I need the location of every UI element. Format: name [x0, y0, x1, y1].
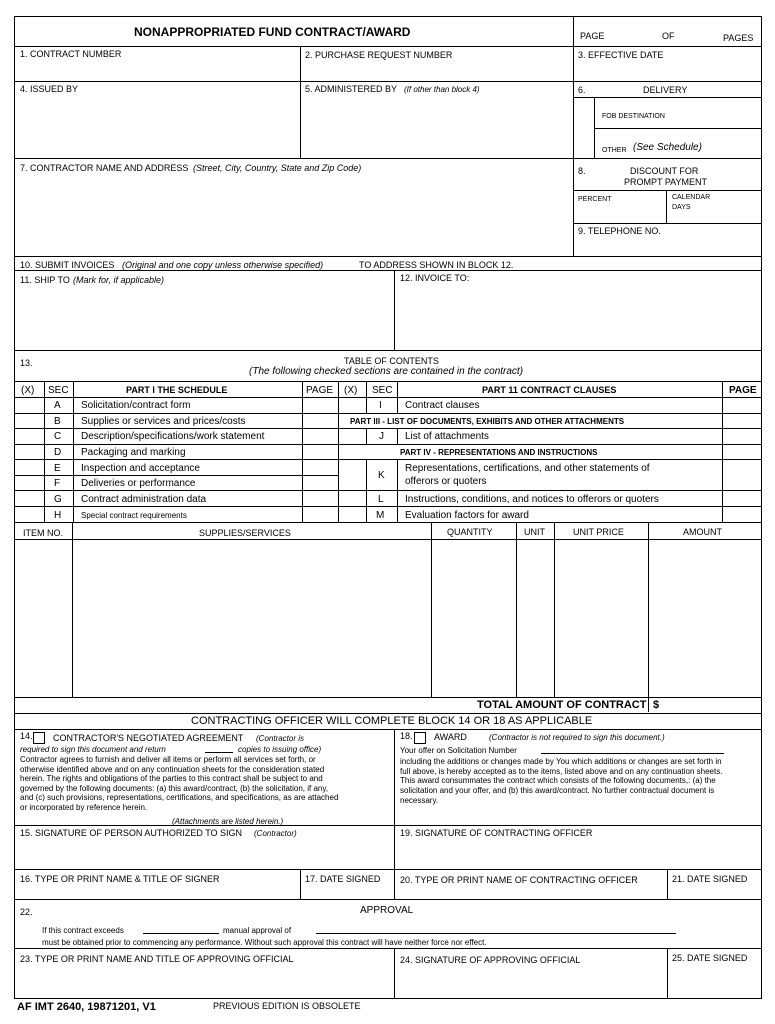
items-col-unit-price: UNIT PRICE [573, 527, 624, 537]
contract-number-label: 1. CONTRACT NUMBER [20, 49, 122, 59]
calendar-days-label-1: CALENDAR [672, 194, 711, 201]
block21-label: 21. DATE SIGNED [672, 874, 748, 884]
signer-name-field[interactable] [16, 886, 298, 898]
toc-col-page-right: PAGE [729, 385, 757, 396]
toc-title: TABLE OF CONTENTS [344, 356, 439, 366]
toc-desc-H: Special contract requirements [81, 511, 187, 520]
items-col-amount: AMOUNT [683, 527, 722, 537]
block14-title: CONTRACTOR'S NEGOTIATED AGREEMENT [53, 733, 244, 743]
edition-note: PREVIOUS EDITION IS OBSOLETE [213, 1001, 361, 1011]
block14-line2b: copies to issuing office) [238, 745, 322, 754]
toc-desc-E: Inspection and acceptance [81, 463, 200, 474]
toc-part1-title: PART I THE SCHEDULE [126, 385, 228, 395]
block14-number: 14. [20, 731, 33, 741]
pages-field[interactable] [680, 20, 720, 42]
toc-part2-title: PART 11 CONTRACT CLAUSES [482, 385, 617, 395]
discount-block-number: 8. [578, 166, 586, 176]
pages-label: PAGES [723, 33, 754, 43]
block14-line2a: required to sign this document and return [20, 745, 166, 754]
block19-label: 19. SIGNATURE OF CONTRACTING OFFICER [400, 828, 593, 838]
block18-note: (Contractor is not required to sign this document.) [489, 733, 665, 742]
toc-sec-E: E [54, 463, 61, 474]
block14-body-tail: (Attachments are listed herein.) [172, 817, 284, 826]
approval-title: APPROVAL [360, 905, 414, 916]
other-label: OTHER [602, 147, 627, 154]
form-title: NONAPPROPRIATED FUND CONTRACT/AWARD [134, 25, 411, 39]
toc-desc-F: Deliveries or performance [81, 478, 196, 489]
contract-number-field[interactable] [16, 60, 298, 80]
total-amount-label: TOTAL AMOUNT OF CONTRACT [477, 699, 647, 711]
total-amount-field[interactable] [664, 699, 760, 711]
toc-sec-D: D [54, 447, 62, 458]
page-field[interactable] [605, 20, 660, 42]
ship-to-field[interactable] [16, 288, 392, 348]
toc-desc-J: List of attachments [405, 431, 489, 442]
fob-destination-label: FOB DESTINATION [602, 113, 665, 120]
calendar-days-label-2: DAYS [672, 204, 691, 211]
toc-sec-J: J [379, 431, 384, 442]
contractor-signature-field[interactable] [16, 840, 392, 868]
block15-label: 15. SIGNATURE OF PERSON AUTHORIZED TO SIGN [20, 828, 243, 838]
percent-label: PERCENT [578, 196, 612, 203]
issued-by-field[interactable] [16, 96, 298, 156]
contracting-officer-signature-field[interactable] [396, 840, 760, 868]
effective-date-field[interactable] [575, 60, 761, 80]
contractor-date-signed-field[interactable] [302, 886, 392, 898]
toc-note: (The following checked sections are contained in the contract) [249, 366, 524, 377]
delivery-block-number: 6. [578, 85, 586, 95]
telephone-field[interactable] [575, 238, 761, 255]
toc-desc-K-line2: offerors or quoters [405, 476, 487, 487]
block18-checkbox[interactable] [414, 732, 426, 744]
toc-col-x-left: (X) [21, 385, 35, 396]
items-table-body[interactable] [16, 541, 760, 696]
toc-sec-K: K [378, 470, 385, 481]
block18-title: AWARD [434, 732, 467, 742]
toc-sec-I: I [379, 400, 382, 411]
approval-amount-field[interactable] [143, 933, 219, 934]
approval-line2: must be obtained prior to commencing any performance. Without such approval this contract will have neither force nor effect. [42, 938, 487, 947]
toc-sec-C: C [54, 431, 62, 442]
ship-to-note: (Mark for, if applicable) [73, 275, 165, 285]
administered-by-field[interactable] [302, 96, 572, 156]
calendar-days-field[interactable] [668, 212, 760, 222]
submit-invoices-tail: TO ADDRESS SHOWN IN BLOCK 12. [359, 260, 514, 270]
other-checkbox[interactable] [575, 130, 593, 157]
toc-part4-title: PART IV - REPRESENTATIONS AND INSTRUCTIONS [400, 448, 598, 457]
items-col-unit: UNIT [524, 527, 545, 537]
form-identifier: AF IMT 2640, 19871201, V1 [17, 1001, 156, 1013]
block14-note: (Contractor is [256, 734, 305, 743]
ship-to-label: 11. SHIP TO [20, 275, 70, 285]
page-label: PAGE [580, 31, 605, 41]
purchase-request-field[interactable] [302, 60, 572, 80]
items-col-supplies: SUPPLIES/SERVICES [199, 528, 291, 538]
approving-official-signature-field[interactable] [396, 966, 666, 997]
toc-col-page-left: PAGE [306, 385, 334, 396]
contractor-name-field[interactable] [16, 176, 572, 256]
contractor-name-label: 7. CONTRACTOR NAME AND ADDRESS [20, 163, 189, 173]
block15-note: (Contractor) [254, 829, 297, 838]
block16-label: 16. TYPE OR PRINT NAME & TITLE OF SIGNER [20, 874, 220, 884]
contractor-name-note: (Street, City, Country, State and Zip Code) [193, 163, 362, 173]
approval-line1b: manual approval of [223, 926, 292, 935]
block23-label: 23. TYPE OR PRINT NAME AND TITLE OF APPROVING OFFICIAL [20, 954, 294, 964]
toc-block-number: 13. [20, 358, 33, 368]
block24-label: 24. SIGNATURE OF APPROVING OFFICIAL [400, 955, 581, 965]
toc-desc-A: Solicitation/contract form [81, 400, 191, 411]
toc-sec-G: G [54, 494, 62, 505]
toc-col-sec-left: SEC [48, 385, 69, 396]
discount-title-line1: DISCOUNT FOR [630, 166, 699, 176]
toc-sec-F: F [54, 478, 61, 489]
telephone-label: 9. TELEPHONE NO. [578, 226, 661, 236]
administered-by-note: (If other than block 4) [404, 85, 480, 94]
toc-sec-B: B [54, 416, 61, 427]
toc-desc-D: Packaging and marking [81, 447, 186, 458]
toc-col-x-right: (X) [344, 385, 358, 396]
approval-authority-field[interactable] [316, 933, 676, 934]
solicitation-number-field[interactable] [541, 753, 724, 754]
toc-part3-title: PART III - LIST OF DOCUMENTS, EXHIBITS AND OTHER ATTACHMENTS [350, 417, 625, 426]
block18-line2: Your offer on Solicitation Number [400, 746, 517, 755]
toc-sec-H: H [54, 510, 62, 521]
total-dollar-sign: $ [653, 699, 660, 711]
contracting-officer-name-field[interactable] [396, 886, 666, 898]
invoice-to-field[interactable] [396, 288, 760, 348]
other-note: (See Schedule) [633, 142, 702, 153]
block14-checkbox[interactable] [33, 732, 45, 744]
issued-by-label: 4. ISSUED BY [20, 84, 79, 94]
discount-title-line2: PROMPT PAYMENT [624, 177, 708, 187]
block14-copies-blank[interactable] [205, 752, 233, 753]
purchase-request-label: 2. PURCHASE REQUEST NUMBER [305, 50, 453, 60]
block18-body: including the additions or changes made by You which additions or changes are set forth in full above, is hereby accepted as to the items, listed above and on any continuation sheets. This award consummates the contract which consists of the following documents,: (a) the solicitation and your offer, and (b) this award/contract. No further contractual document is necessary. [400, 757, 723, 805]
block20-label: 20. TYPE OR PRINT NAME OF CONTRACTING OFFICER [400, 875, 638, 885]
toc-sec-M: M [376, 510, 385, 521]
toc-desc-I: Contract clauses [405, 400, 480, 411]
toc-desc-K: Representations, certifications, and other statements of [405, 463, 650, 474]
toc-sec-A: A [54, 400, 61, 411]
officer-date-signed-field[interactable] [669, 886, 760, 898]
toc-desc-G: Contract administration data [81, 494, 207, 505]
toc-desc-M: Evaluation factors for award [405, 510, 529, 521]
block17-label: 17. DATE SIGNED [305, 874, 381, 884]
toc-sec-L: L [378, 494, 384, 505]
toc-col-sec-right: SEC [372, 385, 393, 396]
block25-label: 25. DATE SIGNED [672, 953, 748, 963]
approval-line1a: If this contract exceeds [42, 926, 124, 935]
submit-invoices-note: (Original and one copy unless otherwise specified) [122, 260, 324, 270]
items-col-quantity: QUANTITY [447, 527, 493, 537]
items-col-item: ITEM NO. [23, 528, 63, 538]
administered-by-label: 5. ADMINISTERED BY [305, 84, 398, 94]
invoice-to-label: 12. INVOICE TO: [400, 273, 470, 283]
percent-field[interactable] [575, 204, 665, 222]
delivery-title: DELIVERY [643, 85, 688, 95]
co-instruction: CONTRACTING OFFICER WILL COMPLETE BLOCK 14 OR 18 AS APPLICABLE [191, 715, 593, 727]
of-label: OF [662, 31, 675, 41]
effective-date-label: 3. EFFECTIVE DATE [578, 50, 664, 60]
approval-number: 22. [20, 907, 33, 917]
approval-date-signed-field[interactable] [669, 966, 760, 997]
approving-official-name-field[interactable] [16, 966, 392, 997]
submit-invoices-label: 10. SUBMIT INVOICES [20, 260, 115, 270]
toc-desc-C: Description/specifications/work statement [81, 431, 265, 442]
block14-body: Contractor agrees to furnish and deliver all items or perform all services set forth, or otherwise identified above and on any continuation sheets for the consideration stated herein. The rights and obligations of the parties to this contract shall be subject to and governed by the following documents: (a) this award/contract, (b) the solicitation, if any, and (c) such provisions, representations, certifications, and specifications, as are attached or incorporated by reference herein. [20, 755, 339, 812]
toc-desc-L: Instructions, conditions, and notices to offerors or quoters [405, 494, 659, 505]
block18-number: 18. [400, 731, 413, 741]
fob-destination-checkbox[interactable] [575, 99, 593, 127]
toc-desc-B: Supplies or services and prices/costs [81, 416, 246, 427]
